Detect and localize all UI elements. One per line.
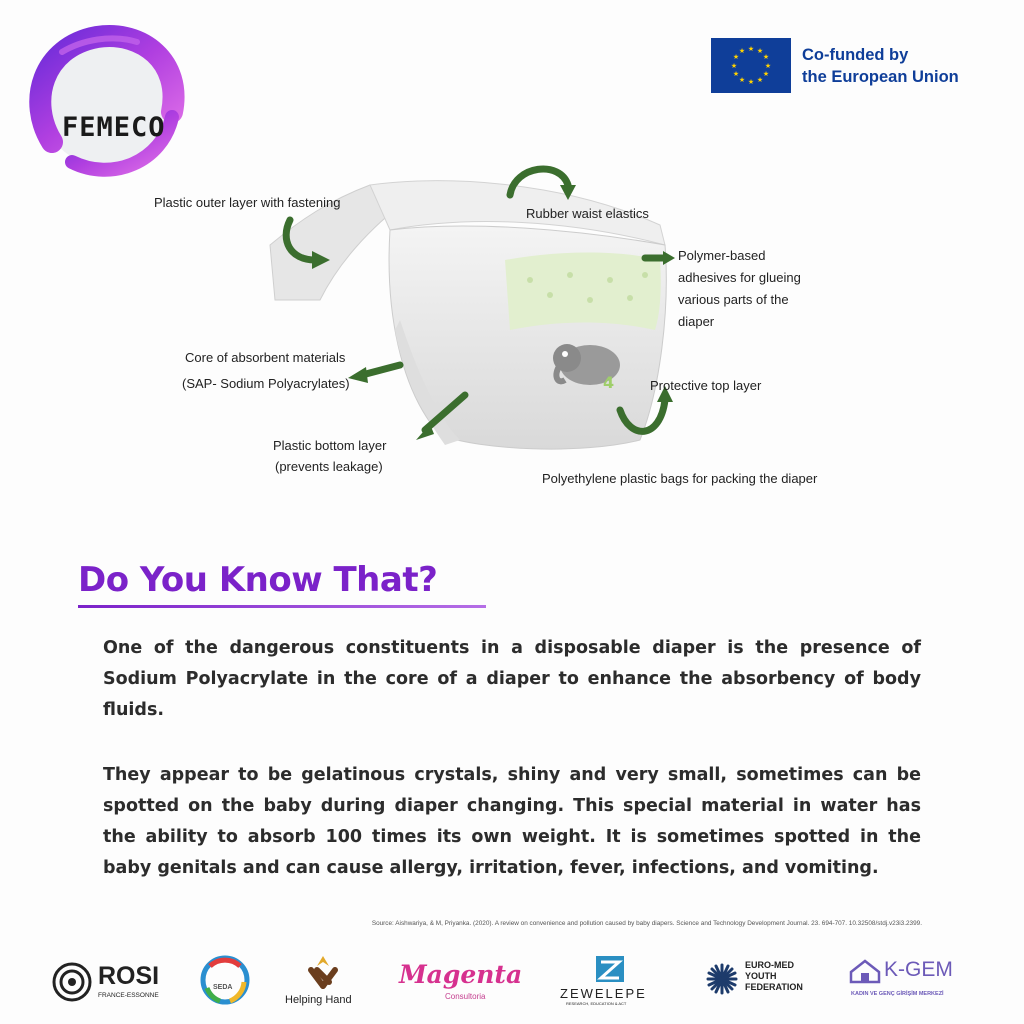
euromed-line2: YOUTH <box>745 971 777 981</box>
zewelepe-icon <box>593 954 627 984</box>
svg-text:★: ★ <box>747 45 755 53</box>
section-heading: Do You Know That? <box>78 560 438 600</box>
zewelepe-sub: RESEARCH, EDUCATION & ACT <box>566 1001 627 1006</box>
eu-cofunded-badge <box>711 38 959 93</box>
label-bottom-layer-2: (prevents leakage) <box>275 459 383 474</box>
label-top-layer: Protective top layer <box>650 378 762 393</box>
rosi-sub: FRANCE-ESSONNE <box>98 992 159 999</box>
magenta-name: Magenta <box>399 960 523 989</box>
label-adhesives-2: adhesives for glueing <box>678 270 801 285</box>
magenta-logo <box>397 956 522 1008</box>
paragraph-2: They appear to be gelatinous crystals, shiny and very small, sometimes can be spotted on the baby during diaper changing. This special material in water has the ability to absorb 100 times its own weight. It is sometimes spotted in the baby genitals and can cause allergy, irritation, fever, infections, and vomiting. <box>103 765 921 878</box>
svg-text:★: ★ <box>747 78 755 86</box>
kgem-sub: KADIN VE GENÇ GİRİŞİM MERKEZİ <box>851 991 944 997</box>
house-icon <box>848 958 882 984</box>
magenta-sub: Consultoria <box>445 992 486 1001</box>
euromed-line3: FEDERATION <box>745 982 803 992</box>
source-citation: Source: Aishwariya, & M, Priyanka. (2020). A review on convenience and pollution caused by baby diapers. Science and Technology Development Journal. 23. 694-707. 10.32508/stdj.v23i3.2399. <box>371 920 922 927</box>
svg-text:★: ★ <box>732 53 740 61</box>
rosi-logo <box>52 962 167 1006</box>
eu-flag-icon <box>711 38 791 93</box>
label-bags: Polyethylene plastic bags for packing the diaper <box>542 471 818 486</box>
seda-logo <box>200 952 250 1008</box>
svg-text:★: ★ <box>762 53 770 61</box>
svg-text:★: ★ <box>756 76 764 84</box>
size-number: 4 <box>603 373 615 392</box>
rosi-name: ROSI <box>98 962 160 990</box>
label-adhesives-3: various parts of the <box>678 292 789 307</box>
helping-hand-logo <box>283 952 363 1012</box>
diaper-diagram <box>140 150 900 510</box>
kgem-logo <box>848 958 973 1002</box>
label-adhesives-4: diaper <box>678 314 715 329</box>
euromed-line1: EURO-MED <box>745 960 794 970</box>
label-core-2: (SAP- Sodium Polyacrylates) <box>182 376 350 391</box>
euromed-logo <box>705 960 815 1000</box>
rosi-mandala-icon <box>52 962 92 1002</box>
label-core-1: Core of absorbent materials <box>185 350 346 365</box>
label-outer-layer: Plastic outer layer with fastening <box>154 195 341 210</box>
eu-line2: the European Union <box>802 67 959 86</box>
zewelepe-logo <box>558 954 663 1008</box>
svg-text:★: ★ <box>762 70 770 78</box>
kgem-name: K-GEM <box>884 958 953 981</box>
svg-text:★: ★ <box>756 47 764 55</box>
femeco-wordmark: FEMECO <box>62 112 166 143</box>
eu-line1: Co-funded by <box>802 45 909 64</box>
label-adhesives-1: Polymer-based <box>678 248 766 263</box>
zewelepe-name: ZEWELEPE <box>560 986 647 1001</box>
label-bottom-layer-1: Plastic bottom layer <box>273 438 387 453</box>
label-waist-elastics: Rubber waist elastics <box>526 206 649 221</box>
svg-text:★: ★ <box>738 76 746 84</box>
seda-name: SEDA <box>213 984 233 991</box>
paragraph-1: One of the dangerous constituents in a disposable diaper is the presence of Sodium Polyacrylate in the core of a diaper to enhance the absorbency of body fluids. <box>103 638 921 720</box>
euromed-burst-icon <box>705 962 739 996</box>
partner-logos <box>0 948 1024 1018</box>
svg-text:★: ★ <box>730 62 738 70</box>
svg-text:★: ★ <box>732 70 740 78</box>
svg-text:★: ★ <box>764 62 772 70</box>
heading-underline <box>78 605 486 608</box>
helping-hand-name: Helping Hand <box>285 994 352 1006</box>
svg-text:★: ★ <box>738 47 746 55</box>
